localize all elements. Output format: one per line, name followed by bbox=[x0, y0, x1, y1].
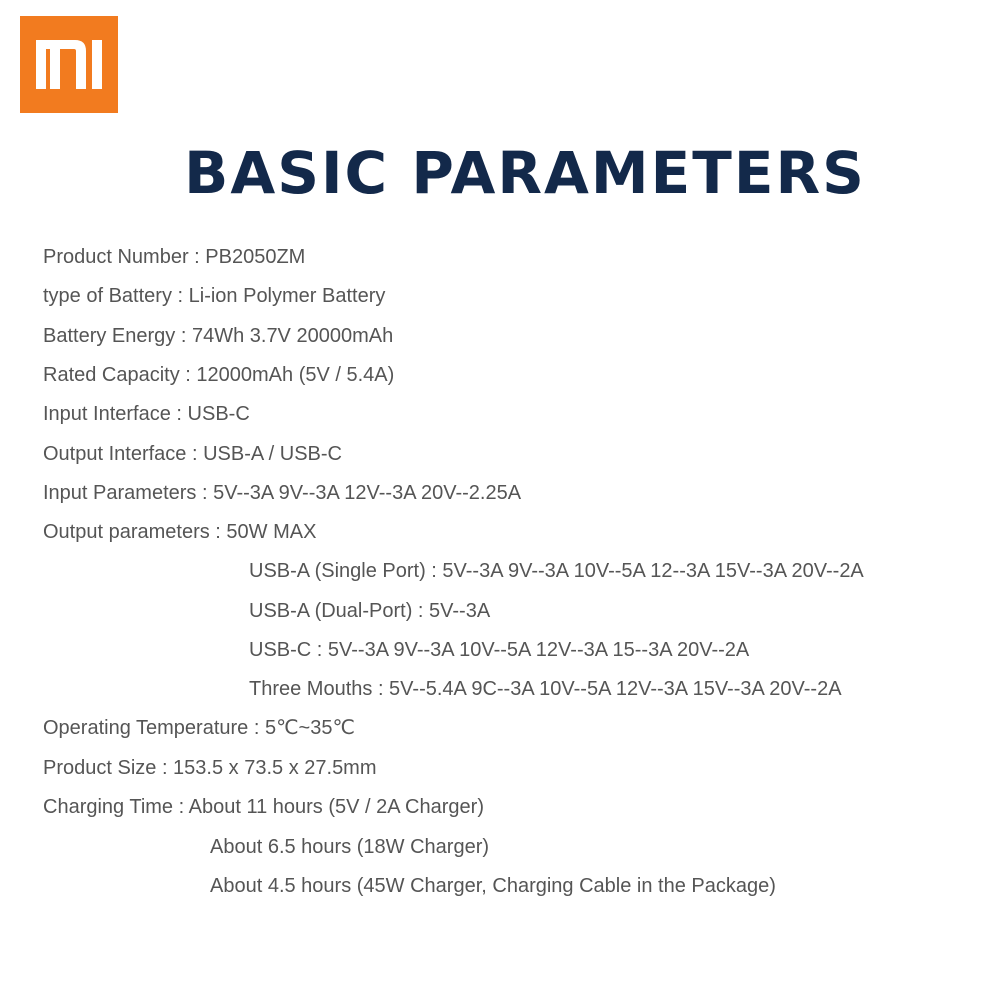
mi-logo-mark bbox=[20, 16, 118, 113]
param-usb-c: USB-C : 5V--3A 9V--3A 10V--5A 12V--3A 15--3A 20V--2A bbox=[249, 639, 750, 661]
page-title: BASIC PARAMETERS bbox=[184, 139, 866, 207]
param-rated-capacity: Rated Capacity : 12000mAh (5V / 5.4A) bbox=[43, 364, 395, 386]
param-output-interface: Output Interface : USB-A / USB-C bbox=[43, 443, 343, 465]
param-battery-energy: Battery Energy : 74Wh 3.7V 20000mAh bbox=[43, 325, 394, 347]
param-usb-a-dual: USB-A (Dual-Port) : 5V--3A bbox=[249, 600, 491, 622]
param-input-interface: Input Interface : USB-C bbox=[43, 403, 250, 425]
param-product-size: Product Size : 153.5 x 73.5 x 27.5mm bbox=[43, 757, 377, 779]
param-input-parameters: Input Parameters : 5V--3A 9V--3A 12V--3A 20V--2.25A bbox=[43, 482, 522, 504]
param-charging-time-18w: About 6.5 hours (18W Charger) bbox=[210, 836, 490, 858]
param-output-parameters: Output parameters : 50W MAX bbox=[43, 521, 317, 543]
mi-logo-icon bbox=[20, 16, 118, 113]
param-three-mouths: Three Mouths : 5V--5.4A 9C--3A 10V--5A 12V--3A 15V--3A 20V--2A bbox=[249, 678, 842, 700]
param-battery-type: type of Battery : Li-ion Polymer Battery bbox=[43, 285, 386, 307]
param-usb-a-single: USB-A (Single Port) : 5V--3A 9V--3A 10V--5A 12--3A 15V--3A 20V--2A bbox=[249, 560, 864, 582]
param-operating-temperature: Operating Temperature : 5℃~35℃ bbox=[43, 717, 355, 739]
param-charging-time: Charging Time : About 11 hours (5V / 2A Charger) bbox=[43, 796, 484, 818]
param-product-number: Product Number : PB2050ZM bbox=[43, 246, 306, 268]
param-charging-time-45w: About 4.5 hours (45W Charger, Charging Cable in the Package) bbox=[210, 875, 776, 897]
